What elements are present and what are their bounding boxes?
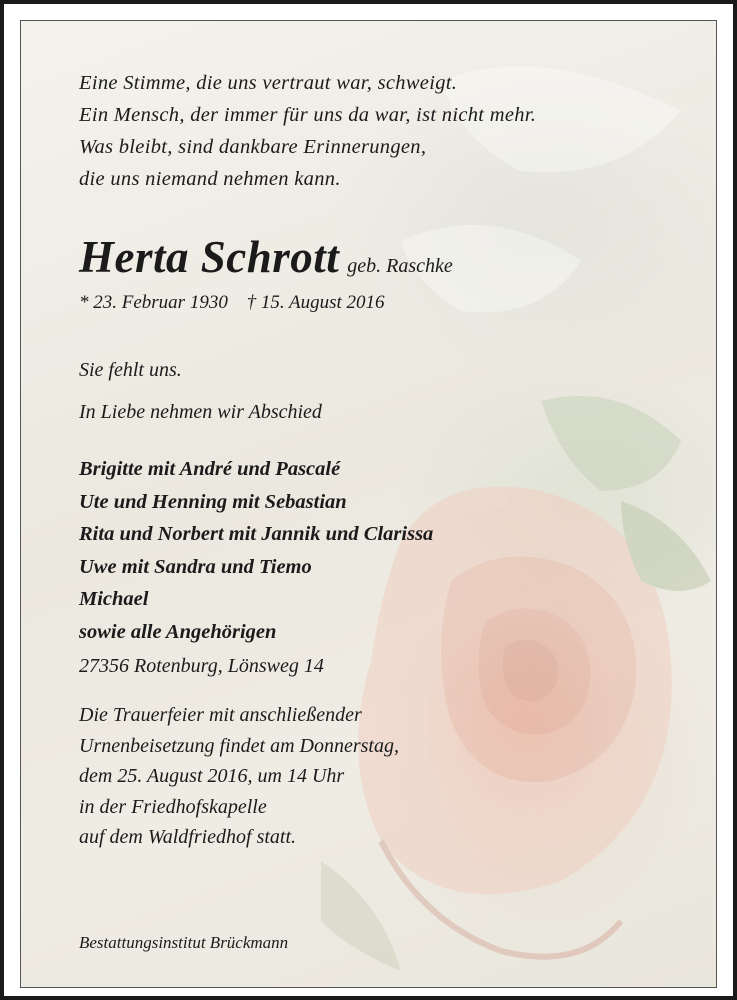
family-member: Rita und Norbert mit Jannik und Clarissa bbox=[79, 523, 434, 545]
family-member: Ute und Henning mit Sebastian bbox=[79, 490, 347, 513]
family-list bbox=[79, 453, 433, 648]
poem-line: Eine Stimme, die uns vertraut war, schweigt. bbox=[79, 72, 458, 94]
service-line: in der Friedhofskapelle bbox=[79, 795, 267, 818]
poem-line: Ein Mensch, der immer für uns da war, ist nicht mehr. bbox=[79, 104, 537, 126]
deceased-name: Herta Schrott bbox=[79, 232, 340, 282]
family-member: Uwe mit Sandra und Tiemo bbox=[79, 555, 312, 578]
family-member: Brigitte mit André und Pascalé bbox=[79, 458, 341, 480]
undertaker-name: Bestattungsinstitut Brückmann bbox=[79, 933, 289, 952]
service-line: dem 25. August 2016, um 14 Uhr bbox=[79, 765, 345, 787]
family-member: sowie alle Angehörigen bbox=[79, 620, 277, 643]
obituary-card bbox=[20, 20, 717, 988]
service-line: auf dem Waldfriedhof statt. bbox=[79, 826, 297, 848]
birth-date: * 23. Februar 1930 bbox=[79, 292, 228, 313]
family-member: Michael bbox=[79, 588, 149, 610]
poem bbox=[79, 67, 536, 195]
missing-line: Sie fehlt uns. bbox=[79, 359, 182, 381]
service-details bbox=[79, 700, 399, 853]
deceased-name-row bbox=[79, 231, 453, 283]
service-line: Die Trauerfeier mit anschließender bbox=[79, 704, 362, 726]
farewell-line: In Liebe nehmen wir Abschied bbox=[79, 401, 322, 423]
poem-line: die uns niemand nehmen kann. bbox=[79, 168, 341, 190]
life-dates bbox=[79, 292, 385, 314]
poem-line: Was bleibt, sind dankbare Erinnerungen, bbox=[79, 136, 427, 158]
maiden-name: geb. Raschke bbox=[347, 255, 453, 277]
service-line: Urnenbeisetzung findet am Donnerstag, bbox=[79, 734, 399, 757]
address: 27356 Rotenburg, Lönsweg 14 bbox=[79, 655, 324, 677]
death-date: † 15. August 2016 bbox=[246, 292, 385, 313]
